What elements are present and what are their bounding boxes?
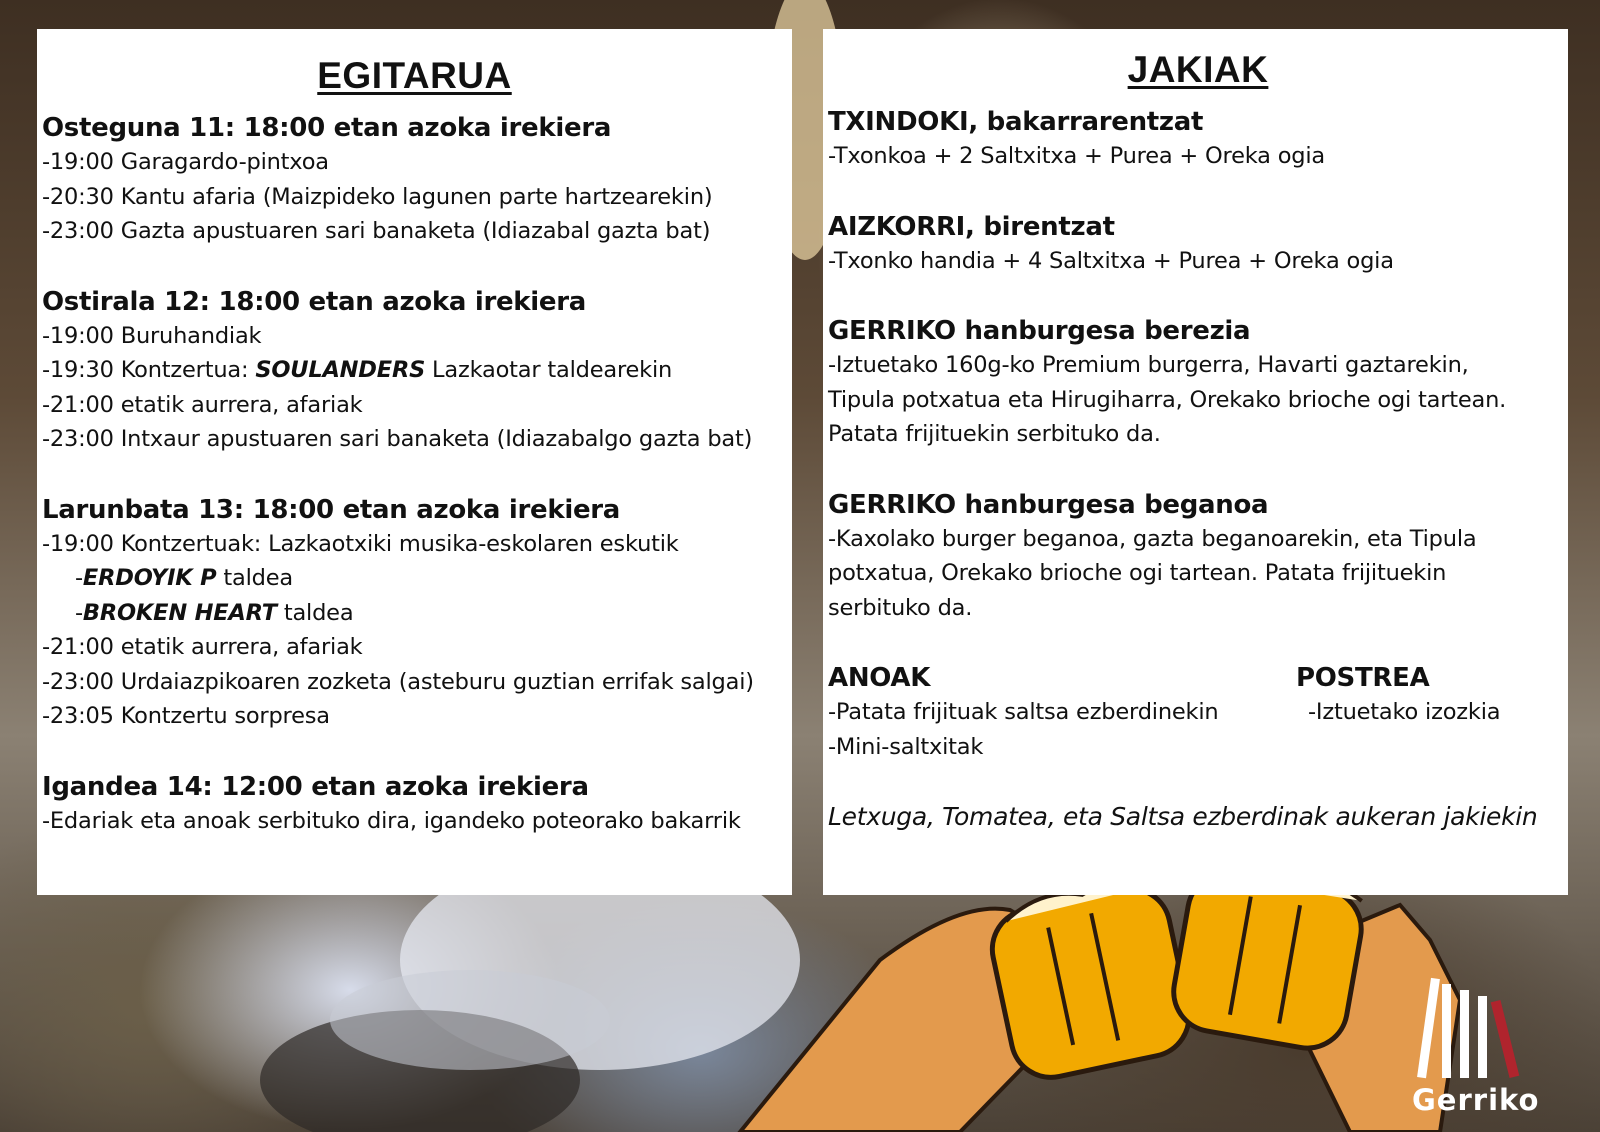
food-line: -Kaxolako burger beganoa, gazta beganoarekin, eta Tipula: [828, 525, 1477, 552]
schedule-line: -21:00 etatik aurrera, afariak: [42, 391, 363, 418]
food-title: JAKIAK: [1127, 49, 1269, 90]
bg-blob-chair: [330, 970, 610, 1070]
line-text: -: [75, 599, 83, 626]
food-line: -Iztuetako izozkia: [1308, 699, 1501, 725]
sides-heading: ANOAK: [828, 663, 931, 693]
schedule-line: -23:00 Gazta apustuaren sari banaketa (Idiazabal gazta bat): [42, 218, 711, 244]
day-heading: Larunbata 13: 18:00 etan azoka irekiera: [42, 494, 621, 525]
schedule-line: [42, 353, 792, 388]
logo-bar: [1460, 990, 1469, 1078]
day-heading: Igandea 14: 12:00 etan azoka irekiera: [42, 771, 589, 802]
food-item: [828, 210, 1568, 279]
band-name: ERDOYIK P: [82, 565, 217, 591]
sides-and-dessert: [828, 661, 1568, 764]
day-heading: Ostirala 12: 18:00 etan azoka irekiera: [42, 286, 587, 317]
schedule-line: -19:00 Garagardo-pintxoa: [42, 149, 329, 175]
band-name: BROKEN HEART: [82, 599, 277, 626]
schedule-line: -21:00 etatik aurrera, afariak: [42, 634, 363, 660]
dessert-heading: POSTREA: [1296, 663, 1430, 693]
footnote: Letxuga, Tomatea, eta Saltsa ezberdinak aukeran jakiekin: [828, 802, 1538, 831]
food-heading: TXINDOKI, bakarrarentzat: [828, 107, 1204, 137]
day-friday: [42, 285, 792, 457]
schedule-line: -23:00 Urdaiazpikoaren zozketa (asteburu guztian errifak salgai): [42, 668, 754, 695]
logo-bar: [1417, 978, 1440, 1078]
day-sunday: [42, 770, 792, 839]
schedule-line: [42, 596, 792, 631]
line-text: taldea: [216, 565, 293, 591]
food-item: [828, 488, 1568, 626]
food-heading: GERRIKO hanburgesa berezia: [828, 316, 1251, 346]
food-line: Patata frijituekin serbituko da.: [828, 421, 1161, 447]
line-text: -19:30 Kontzertua:: [42, 357, 256, 383]
day-saturday: [42, 493, 792, 734]
beer-mug-left-icon: [985, 871, 1196, 1085]
logo-bar-accent: [1491, 1000, 1520, 1078]
line-text: -: [75, 565, 83, 591]
food-item: [828, 314, 1568, 452]
schedule-line: -19:00 Buruhandiak: [42, 322, 262, 349]
line-text: taldea: [276, 599, 354, 626]
food-item: [828, 105, 1568, 174]
dessert-column: [1296, 661, 1566, 764]
schedule-line: -19:00 Kontzertuak: Lazkaotxiki musika-eskolaren eskutik: [42, 530, 679, 557]
logo-wordmark: Gerriko: [1412, 1083, 1540, 1117]
program-title: EGITARUA: [317, 55, 512, 96]
food-line: potxatua, Orekako brioche ogi tartean. Patata frijituekin: [828, 560, 1447, 586]
band-name: SOULANDERS: [255, 357, 426, 383]
food-line: -Txonkoa + 2 Saltxitxa + Purea + Oreka ogia: [828, 143, 1325, 169]
food-heading: GERRIKO hanburgesa beganoa: [828, 489, 1269, 520]
day-heading: Osteguna 11: 18:00 etan azoka irekiera: [42, 113, 612, 143]
schedule-line: -Edariak eta anoak serbituko dira, igandeko poteorako bakarrik: [42, 807, 741, 834]
food-line: -Mini-saltxitak: [828, 733, 984, 760]
sides-column: [828, 661, 1296, 764]
food-line: -Txonko handia + 4 Saltxitxa + Purea + Oreka ogia: [828, 247, 1394, 274]
schedule-line: -23:00 Intxaur apustuaren sari banaketa (Idiazabalgo gazta bat): [42, 426, 753, 452]
food-line: serbituko da.: [828, 594, 973, 621]
schedule-line: -20:30 Kantu afaria (Maizpideko lagunen parte hartzearekin): [42, 183, 713, 210]
food-panel: [823, 29, 1568, 895]
logo-bar: [1442, 984, 1451, 1078]
schedule-line: -23:05 Kontzertu sorpresa: [42, 703, 330, 729]
food-line: Tipula potxatua eta Hirugiharra, Orekako brioche ogi tartean.: [828, 386, 1507, 413]
day-thursday: [42, 111, 792, 249]
food-heading: AIZKORRI, birentzat: [828, 211, 1115, 242]
food-line: -Patata frijituak saltsa ezberdinekin: [828, 699, 1219, 725]
schedule-line: [42, 561, 792, 596]
line-text: Lazkaotar taldearekin: [425, 357, 673, 383]
program-panel: [37, 29, 792, 895]
logo-bar: [1478, 996, 1487, 1078]
food-line: -Iztuetako 160g-ko Premium burgerra, Havarti gaztarekin,: [828, 352, 1469, 378]
